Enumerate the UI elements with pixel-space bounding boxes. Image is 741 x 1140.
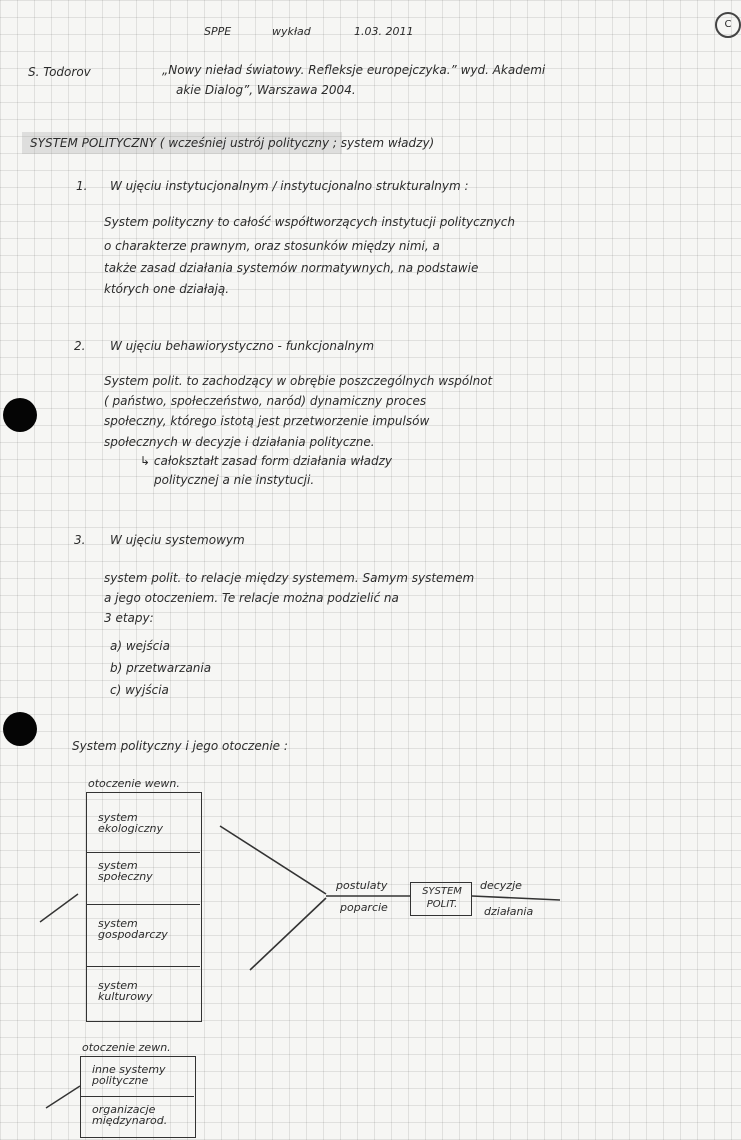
section2-line-2: ( państwo, społeczeństwo, naród) dynamiczny proces (104, 394, 427, 408)
header-course: SPPE (204, 25, 232, 38)
arrow-lower-input (250, 898, 326, 970)
page-mark: C (715, 12, 741, 38)
section2-heading: W ujęciu behawiorystyczno - funkcjonalnym (110, 339, 375, 353)
central-system-label: SYSTEM POLIT. (422, 886, 462, 910)
reference-title-1: „Nowy nieład światowy. Refleksje europejczyka.” wyd. Akademi (162, 63, 546, 77)
section2-line-6: politycznej a nie instytucji. (154, 473, 315, 487)
section3-line-3: 3 etapy: (104, 611, 154, 625)
section1-line-1: System polityczny to całość współtworzących instytucji politycznych (104, 215, 515, 229)
outer-item-political: inne systemy polityczne (92, 1063, 166, 1087)
section2-line-5: ↳ całokształt zasad form działania władzy (140, 454, 392, 468)
section2-line-3: społeczny, którego istotą jest przetworzenie impulsów (104, 414, 430, 428)
inner-item-cultural: system kulturowy (98, 979, 153, 1003)
section3-item-c: c) wyjścia (110, 683, 169, 697)
reference-title-2: akie Dialog”, Warszawa 2004. (176, 83, 356, 97)
arrow-left-side (40, 894, 78, 922)
section3-heading: W ujęciu systemowym (110, 533, 245, 547)
output-decisions: decyzje (480, 879, 522, 892)
section3-item-b: b) przetwarzania (110, 661, 212, 675)
inner-item-ecological: system ekologiczny (98, 811, 163, 835)
arrow-upper-input (220, 826, 326, 894)
inner-environment-label: otoczenie wewn. (88, 777, 180, 790)
input-support: poparcie (340, 901, 388, 914)
section3-number: 3. (74, 533, 86, 547)
section3-item-a: a) wejścia (110, 639, 170, 653)
section2-line-1: System polit. to zachodzący w obrębie poszczególnych wspólnot (104, 374, 493, 388)
diagram-title: System polityczny i jego otoczenie : (72, 739, 288, 753)
outer-item-international: organizacje międzynarod. (92, 1103, 168, 1127)
section1-line-3: także zasad działania systemów normatywnych, na podstawie (104, 261, 479, 275)
output-line (472, 896, 560, 900)
section2-line-4: społecznych w decyzje i działania polityczne. (104, 435, 375, 449)
section3-line-1: system polit. to relacje między systemem. Samym systemem (104, 571, 475, 585)
outer-environment-label: otoczenie zewn. (82, 1041, 171, 1054)
input-postulates: postulaty (336, 879, 388, 892)
header-lecture: wykład (272, 25, 311, 38)
inner-item-social: system społeczny (98, 859, 153, 883)
section1-heading: W ujęciu instytucjonalnym / instytucjonalno strukturalnym : (110, 179, 469, 193)
output-actions: działania (484, 905, 534, 918)
section1-line-4: których one działają. (104, 282, 230, 296)
section1-number: 1. (76, 179, 88, 193)
inner-item-economic: system gospodarczy (98, 917, 168, 941)
header-date: 1.03. 2011 (354, 25, 414, 38)
section2-number: 2. (74, 339, 86, 353)
section3-line-2: a jego otoczeniem. Te relacje można podzielić na (104, 591, 399, 605)
arrow-left-outer (46, 1086, 80, 1108)
section1-line-2: o charakterze prawnym, oraz stosunków między nimi, a (104, 239, 440, 253)
topic-heading: SYSTEM POLITYCZNY ( wcześniej ustrój polityczny ; system władzy) (30, 136, 435, 150)
reference-author: S. Todorov (28, 65, 91, 79)
